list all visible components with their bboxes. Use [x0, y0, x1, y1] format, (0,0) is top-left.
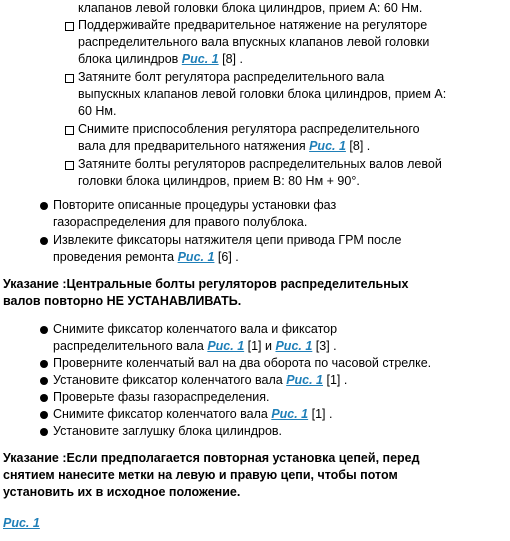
sub-item-text-line: [78, 138, 370, 155]
sub-item-text: Снимите приспособления регулятора распределительного: [78, 122, 420, 136]
checkbox-square-icon: [65, 22, 74, 31]
bullet-text: проведения ремонта: [53, 250, 178, 264]
ref-number: [3] .: [312, 339, 337, 353]
ref-number: [6] .: [214, 250, 239, 264]
sub-item-text: 60 Нм.: [78, 104, 117, 118]
figure-link[interactable]: Рис. 1: [177, 250, 215, 264]
bullet-icon: [40, 326, 48, 334]
sub-item-text: клапанов левой головки блока цилиндров, прием А: 60 Нм.: [78, 1, 423, 15]
bullet-icon: [40, 360, 48, 368]
ref-number: [1] .: [308, 407, 333, 421]
sub-item-text: вала для предварительного натяжения: [78, 139, 310, 153]
figure-link-container: [3, 515, 40, 532]
bullet-icon: [40, 394, 48, 402]
bullet-text: Снимите фиксатор коленчатого вала: [53, 407, 272, 421]
note-text: валов повторно НЕ УСТАНАВЛИВАТЬ.: [3, 294, 242, 308]
bullet-text: Извлеките фиксаторы натяжителя цепи привода ГРМ после: [53, 233, 402, 247]
checkbox-square-icon: [65, 126, 74, 135]
bullet-icon: [40, 377, 48, 385]
bullet-icon: [40, 428, 48, 436]
figure-link[interactable]: Рис. 1: [309, 139, 346, 153]
bullet-text-line: [53, 406, 332, 423]
bullet-text: Снимите фиксатор коленчатого вала и фиксатор: [53, 322, 338, 336]
sub-item-text: блока цилиндров: [78, 52, 182, 66]
note-text: Указание :Центральные болты регуляторов распределительных: [3, 277, 409, 291]
bullet-text: Повторите описанные процедуры установки фаз: [53, 198, 337, 212]
sub-item-text: головки блока цилиндров, прием В: 80 Нм + 90°.: [78, 174, 360, 188]
sub-item-text: Затяните болты регуляторов распределительных валов левой: [78, 157, 442, 171]
note-text: установить их в исходное положение.: [3, 485, 241, 499]
note-text: Указание :Если предполагается повторная установка цепей, перед: [3, 451, 420, 465]
sub-item-text: Затяните болт регулятора распределительного вала: [78, 70, 385, 84]
figure-link[interactable]: Рис. 1: [181, 52, 219, 66]
figure-link[interactable]: Рис. 1: [286, 373, 324, 387]
bullet-icon: [40, 237, 48, 245]
sub-item-text: Поддерживайте предварительное натяжение на регуляторе: [78, 18, 428, 32]
bullet-text: Установите фиксатор коленчатого вала: [53, 373, 287, 387]
bullet-text-line: [53, 372, 347, 389]
figure-link[interactable]: Рис. 1: [207, 339, 245, 353]
figure-link[interactable]: Рис. 1: [271, 407, 309, 421]
ref-number: [8] .: [345, 139, 371, 153]
bullet-text-line: [53, 249, 239, 266]
note-text: снятием нанесите метки на левую и правую цепи, чтобы потом: [3, 468, 398, 482]
bullet-text: Проверните коленчатый вал на два оборота по часовой стрелке.: [53, 356, 432, 370]
bullet-text: распределительного вала: [53, 339, 208, 353]
bullet-icon: [40, 202, 48, 210]
bullet-text: Проверьте фазы газораспределения.: [53, 390, 270, 404]
sub-item-text: распределительного вала впускных клапанов левой головки: [78, 35, 430, 49]
bullet-text-line: [53, 338, 337, 355]
figure-link[interactable]: Рис. 1: [275, 339, 313, 353]
figure-link[interactable]: Рис. 1: [3, 516, 40, 530]
bullet-icon: [40, 411, 48, 419]
bullet-text: газораспределения для правого полублока.: [53, 215, 308, 229]
sub-item-text-line: [78, 51, 243, 68]
checkbox-square-icon: [65, 74, 74, 83]
sub-item-text: выпускных клапанов левой головки блока цилиндров, прием А:: [78, 87, 447, 101]
ref-number: [1] и: [244, 339, 276, 353]
checkbox-square-icon: [65, 161, 74, 170]
ref-number: [8] .: [218, 52, 243, 66]
bullet-text: Установите заглушку блока цилиндров.: [53, 424, 283, 438]
ref-number: [1] .: [323, 373, 348, 387]
